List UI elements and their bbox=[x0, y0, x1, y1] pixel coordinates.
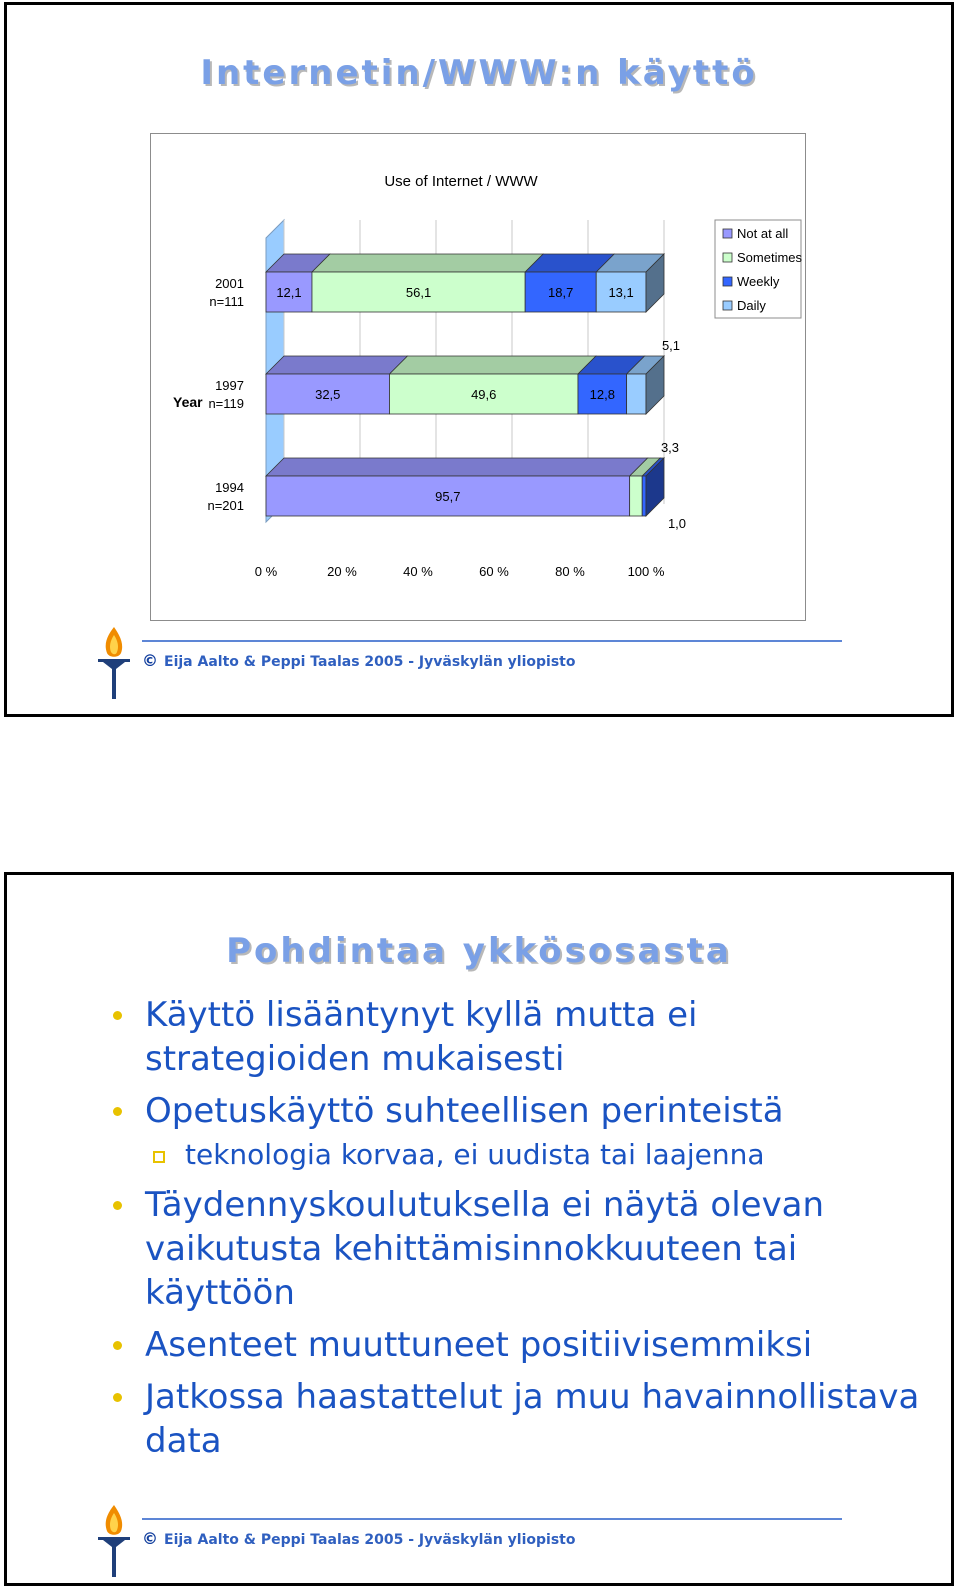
footer-divider bbox=[142, 640, 842, 642]
bar-segment-top bbox=[312, 254, 543, 272]
bullet-list bbox=[107, 993, 927, 1471]
legend-label: Sometimes bbox=[737, 250, 803, 265]
data-label: 95,7 bbox=[435, 489, 461, 504]
x-tick-label: 20 % bbox=[327, 564, 357, 579]
footer-text: Eija Aalto & Peppi Taalas 2005 - Jyväskylän yliopisto bbox=[164, 1532, 576, 1548]
torch-logo-icon bbox=[97, 1503, 131, 1579]
bullet-text: Täydennyskoulutuksella ei näytä olevan vaikutusta kehittämisinnokkuuteen tai käyttöön bbox=[145, 1185, 825, 1313]
legend-swatch bbox=[723, 301, 732, 310]
bullet-dot-icon bbox=[113, 1107, 122, 1116]
bullet-item bbox=[107, 1375, 927, 1463]
bar-segment bbox=[627, 374, 646, 414]
footer-credit bbox=[142, 651, 576, 670]
bullet-item bbox=[107, 1183, 927, 1315]
data-label: 12,1 bbox=[276, 285, 302, 300]
bullet-text: teknologia korvaa, ei uudista tai laajenna bbox=[185, 1138, 765, 1171]
bullet-dot-icon bbox=[113, 1201, 122, 1210]
bullet-text: Jatkossa haastattelut ja muu havainnollistava data bbox=[145, 1377, 920, 1461]
footer-text: Eija Aalto & Peppi Taalas 2005 - Jyväskylän yliopisto bbox=[164, 654, 576, 670]
data-label: 1,0 bbox=[667, 516, 687, 531]
bullet-item bbox=[107, 993, 927, 1081]
legend-swatch bbox=[723, 277, 732, 286]
bullet-dot-icon bbox=[113, 1393, 122, 1402]
legend-label: Not at all bbox=[737, 226, 789, 241]
bullet-dot-icon bbox=[113, 1341, 122, 1350]
sub-bullet-item bbox=[107, 1137, 927, 1173]
bar-segment-top bbox=[266, 458, 648, 476]
bar-segment-top bbox=[390, 356, 596, 374]
copyright-symbol: © bbox=[142, 651, 158, 670]
x-tick-label: 80 % bbox=[555, 564, 585, 579]
bullet-item bbox=[107, 1323, 927, 1367]
data-label: 49,6 bbox=[471, 387, 497, 402]
footer bbox=[7, 617, 951, 697]
x-tick-label: 40 % bbox=[403, 564, 433, 579]
data-label: 12,8 bbox=[589, 387, 615, 402]
bullet-dot-icon bbox=[113, 1011, 122, 1020]
bullet-text: Käyttö lisääntynyt kyllä mutta ei strategioiden mukaisesti bbox=[145, 995, 698, 1079]
bar-segment bbox=[630, 476, 643, 516]
data-label: 13,1 bbox=[608, 285, 634, 300]
legend-label: Daily bbox=[737, 298, 766, 313]
x-tick-label: 60 % bbox=[479, 564, 509, 579]
chart-title: Use of Internet / WWW bbox=[384, 173, 538, 190]
torch-logo-icon bbox=[97, 625, 131, 701]
data-label: 32,5 bbox=[315, 387, 341, 402]
slide-title: Pohdintaa ykkösosasta bbox=[226, 931, 732, 971]
x-tick-label: 100 % bbox=[627, 564, 665, 579]
slide-title: Internetin/WWW:n käyttö bbox=[200, 53, 758, 93]
footer bbox=[7, 1495, 951, 1575]
data-label: 56,1 bbox=[405, 285, 432, 300]
data-label: 3,3 bbox=[660, 440, 680, 455]
data-label: 18,7 bbox=[548, 285, 574, 300]
square-bullet-icon bbox=[153, 1151, 165, 1163]
slide-2 bbox=[4, 872, 954, 1586]
copyright-symbol: © bbox=[142, 1529, 158, 1548]
legend-label: Weekly bbox=[737, 274, 780, 289]
category-label-n: n=111 bbox=[209, 294, 244, 309]
category-label: 1997 bbox=[215, 378, 244, 393]
y-axis-label: Year bbox=[173, 394, 203, 410]
category-label: 1994 bbox=[215, 480, 244, 495]
footer-credit bbox=[142, 1529, 576, 1548]
bullet-text: Opetuskäyttö suhteellisen perinteistä bbox=[145, 1091, 784, 1131]
x-tick-label: 0 % bbox=[254, 564, 278, 579]
category-label: 2001 bbox=[215, 276, 244, 291]
chart-area bbox=[150, 133, 806, 621]
category-label-n: n=119 bbox=[208, 396, 244, 411]
legend-swatch bbox=[723, 253, 732, 262]
slide-1 bbox=[4, 2, 954, 717]
bar-segment-top bbox=[266, 356, 408, 374]
legend-swatch bbox=[723, 229, 732, 238]
stacked-bar-chart bbox=[151, 134, 805, 620]
footer-divider bbox=[142, 1518, 842, 1520]
bullet-item bbox=[107, 1089, 927, 1133]
bar-segment bbox=[642, 476, 646, 516]
category-label-n: n=201 bbox=[207, 498, 244, 513]
data-label: 5,1 bbox=[661, 338, 681, 353]
bullet-text: Asenteet muuttuneet positiivisemmiksi bbox=[145, 1325, 813, 1365]
